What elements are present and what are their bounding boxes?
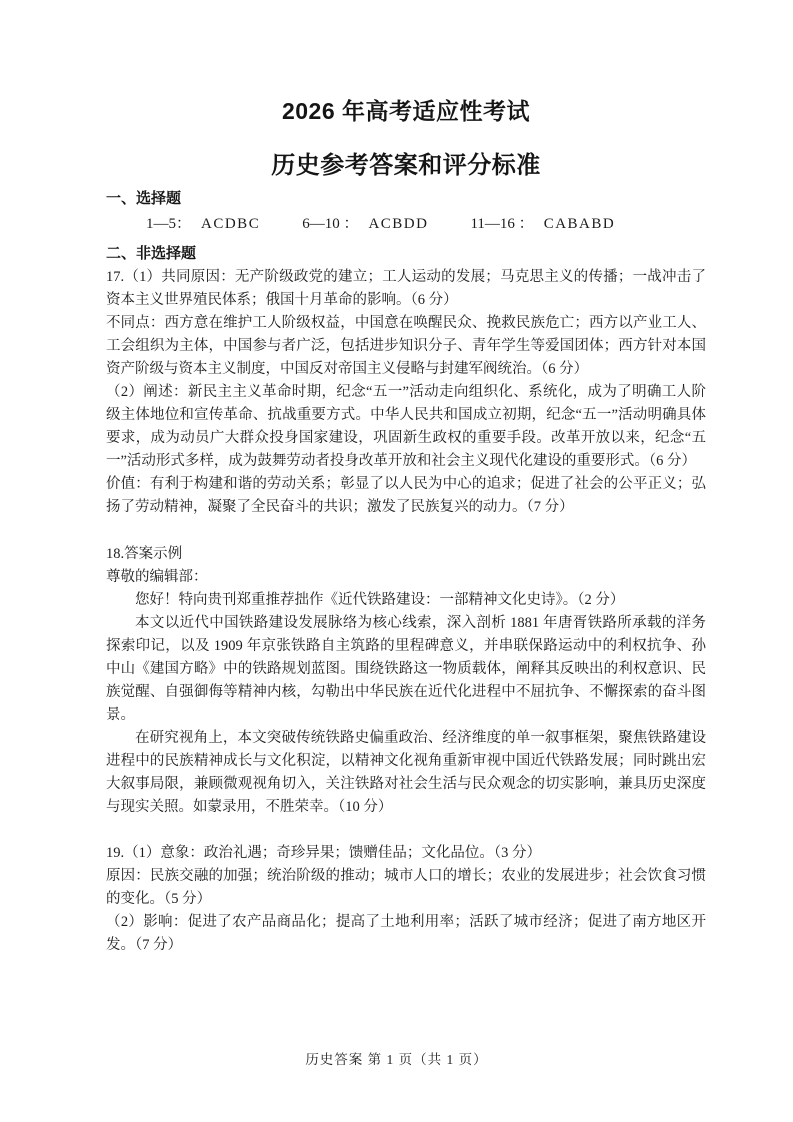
mcq-range-label: 6—10 ：: [302, 216, 359, 232]
mcq-range-label: 11—16 ：: [470, 216, 534, 232]
mcq-range-label: 1—5：: [146, 216, 192, 232]
exam-title: 2026 年高考适应性考试: [281, 98, 531, 124]
q18-letter-opening: 您好！特向贵刊郑重推荐拙作《近代铁路建设：一部精神文化史诗》。（2 分）: [135, 592, 625, 608]
mcq-answer-letters: CABABD: [543, 216, 616, 232]
page-content: [106, 96, 706, 957]
section-heading-multiple-choice: 一、选择题: [106, 190, 182, 207]
q18-letter-body-2: 在研究视角上，本文突破传统铁路史偏重政治、经济维度的单一叙事框架，聚焦铁路建设进程中的民族精神成长与文化积淀，以精神文化视角重新审视中国近代铁路发展；同时跳出宏大叙事局限，兼顾微观视角切入，关注铁路对社会生活与民众观念的切实影响，兼具历史深度与现实关照。如蒙录用，不胜荣幸。（10 分）: [106, 730, 706, 815]
question-17-answer-block: [106, 266, 706, 519]
mcq-answer-letters: ACBDD: [368, 216, 429, 232]
q17-part1-common-causes: 17.（1）共同原因：无产阶级政党的建立；工人运动的发展；马克思主义的传播；一战冲击了资本主义世界殖民体系；俄国十月革命的影响。（6 分）: [106, 269, 706, 308]
q17-part2-exposition: （2）阐述：新民主主义革命时期，纪念“五一”活动走向组织化、系统化，成为了明确工人阶级主体地位和宣传革命、抗战重要方式。中华人民共和国成立初期，纪念“五一”活动明确具体要求，成为动员广大群众投身国家建设，巩固新生政权的重要手段。改革开放以来，纪念“五一”活动形式多样，成为鼓舞劳动者投身改革开放和社会主义现代化建设的重要形式。（6 分）: [106, 384, 706, 469]
subject-answer-title: 历史参考答案和评分标准: [271, 152, 541, 179]
question-19-answer-block: [106, 842, 706, 957]
q18-sample-answer-label: 18.答案示例: [106, 546, 183, 562]
q19-part2-impacts: （2）影响：促进了农产品商品化；提高了土地利用率；活跃了城市经济；促进了南方地区开发。（7 分）: [106, 914, 706, 953]
q19-part1-imagery: 19.（1）意象：政治礼遇；奇珍异果；馈赠佳品；文化品位。（3 分）: [106, 845, 541, 861]
q17-part1-differences: 不同点：西方意在维护工人阶级权益，中国意在唤醒民众、挽救民族危亡；西方以产业工人、工会组织为主体，中国参与者广泛，包括进步知识分子、青年学生等爱国团体；西方针对本国资产阶级与资本主义制度，中国反对帝国主义侵略与封建军阀统治。（6 分）: [106, 315, 706, 377]
q18-letter-salutation: 尊敬的编辑部：: [106, 569, 208, 585]
mcq-answer-group-11-16: [470, 211, 615, 237]
q19-part1-causes: 原因：民族交融的加强；统治阶级的推动；城市人口的增长；农业的发展进步；社会饮食习惯的变化。（5 分）: [106, 868, 706, 907]
section-heading-non-choice: 二、非选择题: [106, 245, 197, 262]
q17-part2-value: 价值：有利于构建和谐的劳动关系；彰显了以人民为中心的追求；促进了社会的公平正义；弘扬了劳动精神，凝聚了全民奋斗的共识；激发了民族复兴的动力。（7 分）: [106, 476, 706, 515]
mcq-answer-group-1-5: [146, 211, 260, 237]
mcq-answer-group-6-10: [302, 211, 428, 237]
question-18-answer-block: [106, 543, 706, 819]
q18-letter-body-1: 本文以近代中国铁路建设发展脉络为核心线索，深入剖析 1881 年唐胥铁路所承载的洋务探索印记，以及 1909 年京张铁路自主筑路的里程碑意义，并串联保路运动中的利权抗争、孙中山《建国方略》中的铁路规划蓝图。围绕铁路这一物质载体，阐释其反映出的利权意识、民族觉醒、自强御侮等精神内核，勾勒出中华民族在近代化进程中不屈抗争、不懈探索的奋斗图景。: [106, 615, 706, 723]
page-footer: 历史答案 第 1 页（共 1 页）: [305, 1052, 488, 1067]
mcq-answer-letters: ACDBC: [201, 216, 261, 232]
mcq-answers-row: [106, 211, 706, 237]
